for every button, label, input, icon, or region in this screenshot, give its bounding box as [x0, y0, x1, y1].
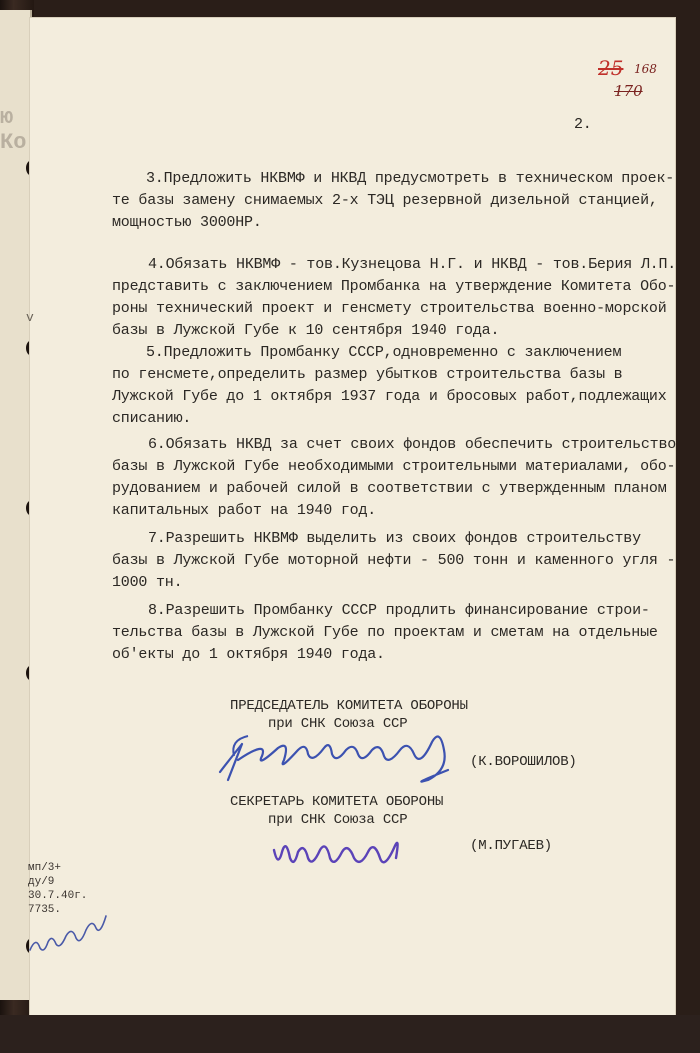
- paragraph-5-line-3: Лужской Губе до 1 октября 1937 года и бросовых работ,подлежащих: [112, 388, 667, 405]
- archive-folio-main: 25: [598, 56, 624, 80]
- chairman-subtitle: при СНК Союза ССР: [268, 716, 408, 732]
- paragraph-5-line-2: по генсмете,определить размер убытков строительства базы в: [112, 366, 623, 383]
- paragraph-6-line-3: рудованием и рабочей силой в соответствии с утвержденным планом: [112, 480, 667, 497]
- document-page: [26, 18, 677, 1020]
- paragraph-4-line-4: базы в Лужской Губе к 10 сентября 1940 года.: [112, 322, 500, 339]
- margin-line-2: ду/9: [28, 876, 55, 888]
- paragraph-5-line-1: 5.Предложить Промбанку СССР,одновременно с заключением: [146, 344, 622, 361]
- margin-line-1: мп/3+: [28, 862, 62, 874]
- paragraph-8-line-2: тельства базы в Лужской Губе по проектам и сметам на отдельные: [112, 624, 658, 641]
- paragraph-3-line-1: 3.Предложить НКВМФ и НКВД предусмотреть в техническом проек-: [146, 170, 675, 187]
- paragraph-8-line-1: 8.Разрешить Промбанку СССР продлить финансирование строи-: [148, 602, 650, 619]
- paragraph-5-line-4: списанию.: [112, 410, 192, 427]
- margin-check-mark: v: [26, 310, 34, 325]
- chairman-signature: [208, 720, 468, 792]
- paragraph-7-line-1: 7.Разрешить НКВМФ выделить из своих фондов строительству: [148, 530, 641, 547]
- paragraph-6-line-4: капитальных работ на 1940 год.: [112, 502, 377, 519]
- archive-folio-small: 168: [634, 62, 657, 76]
- paragraph-8-line-3: об'екты до 1 октября 1940 года.: [112, 646, 385, 663]
- secretary-signature: [268, 828, 408, 878]
- paragraph-7-line-3: 1000 тн.: [112, 574, 183, 591]
- paragraph-4-line-3: роны технический проект и генсмету строительства военно-морской: [112, 300, 667, 317]
- paragraph-7-line-2: базы в Лужской Губе моторной нефти - 500 тонн и каменного угля -: [112, 552, 676, 569]
- margin-line-4: 7735.: [28, 904, 62, 916]
- paragraph-3-line-3: мощностью 3000НР.: [112, 214, 262, 231]
- paragraph-6-line-1: 6.Обязать НКВД за счет своих фондов обеспечить строительство: [148, 436, 677, 453]
- scan-bottom-edge: [0, 1015, 700, 1053]
- page-number: 2.: [574, 116, 592, 133]
- margin-handwritten-note: [26, 906, 112, 956]
- paragraph-3-line-2: те базы замену снимаемых 2-х ТЭЦ резервной дизельной станцией,: [112, 192, 658, 209]
- adjacent-page-fragment: ю Ко: [0, 105, 27, 155]
- margin-line-3: 30.7.40г.: [28, 890, 88, 902]
- paragraph-4-line-1: 4.Обязать НКВМФ - тов.Кузнецова Н.Г. и НКВД - тов.Берия Л.П.: [148, 256, 677, 273]
- archive-folio-struck: 170: [614, 82, 643, 100]
- secretary-title: СЕКРЕТАРЬ КОМИТЕТА ОБОРОНЫ: [230, 794, 444, 810]
- secretary-subtitle: при СНК Союза ССР: [268, 812, 408, 828]
- chairman-name: (К.ВОРОШИЛОВ): [470, 754, 577, 770]
- paragraph-6-line-2: базы в Лужской Губе необходимыми строительными материалами, обо-: [112, 458, 676, 475]
- secretary-name: (М.ПУГАЕВ): [470, 838, 553, 854]
- paragraph-4-line-2: представить с заключением Промбанка на утверждение Комитета Обо-: [112, 278, 676, 295]
- chairman-title: ПРЕДСЕДАТЕЛЬ КОМИТЕТА ОБОРОНЫ: [230, 698, 468, 714]
